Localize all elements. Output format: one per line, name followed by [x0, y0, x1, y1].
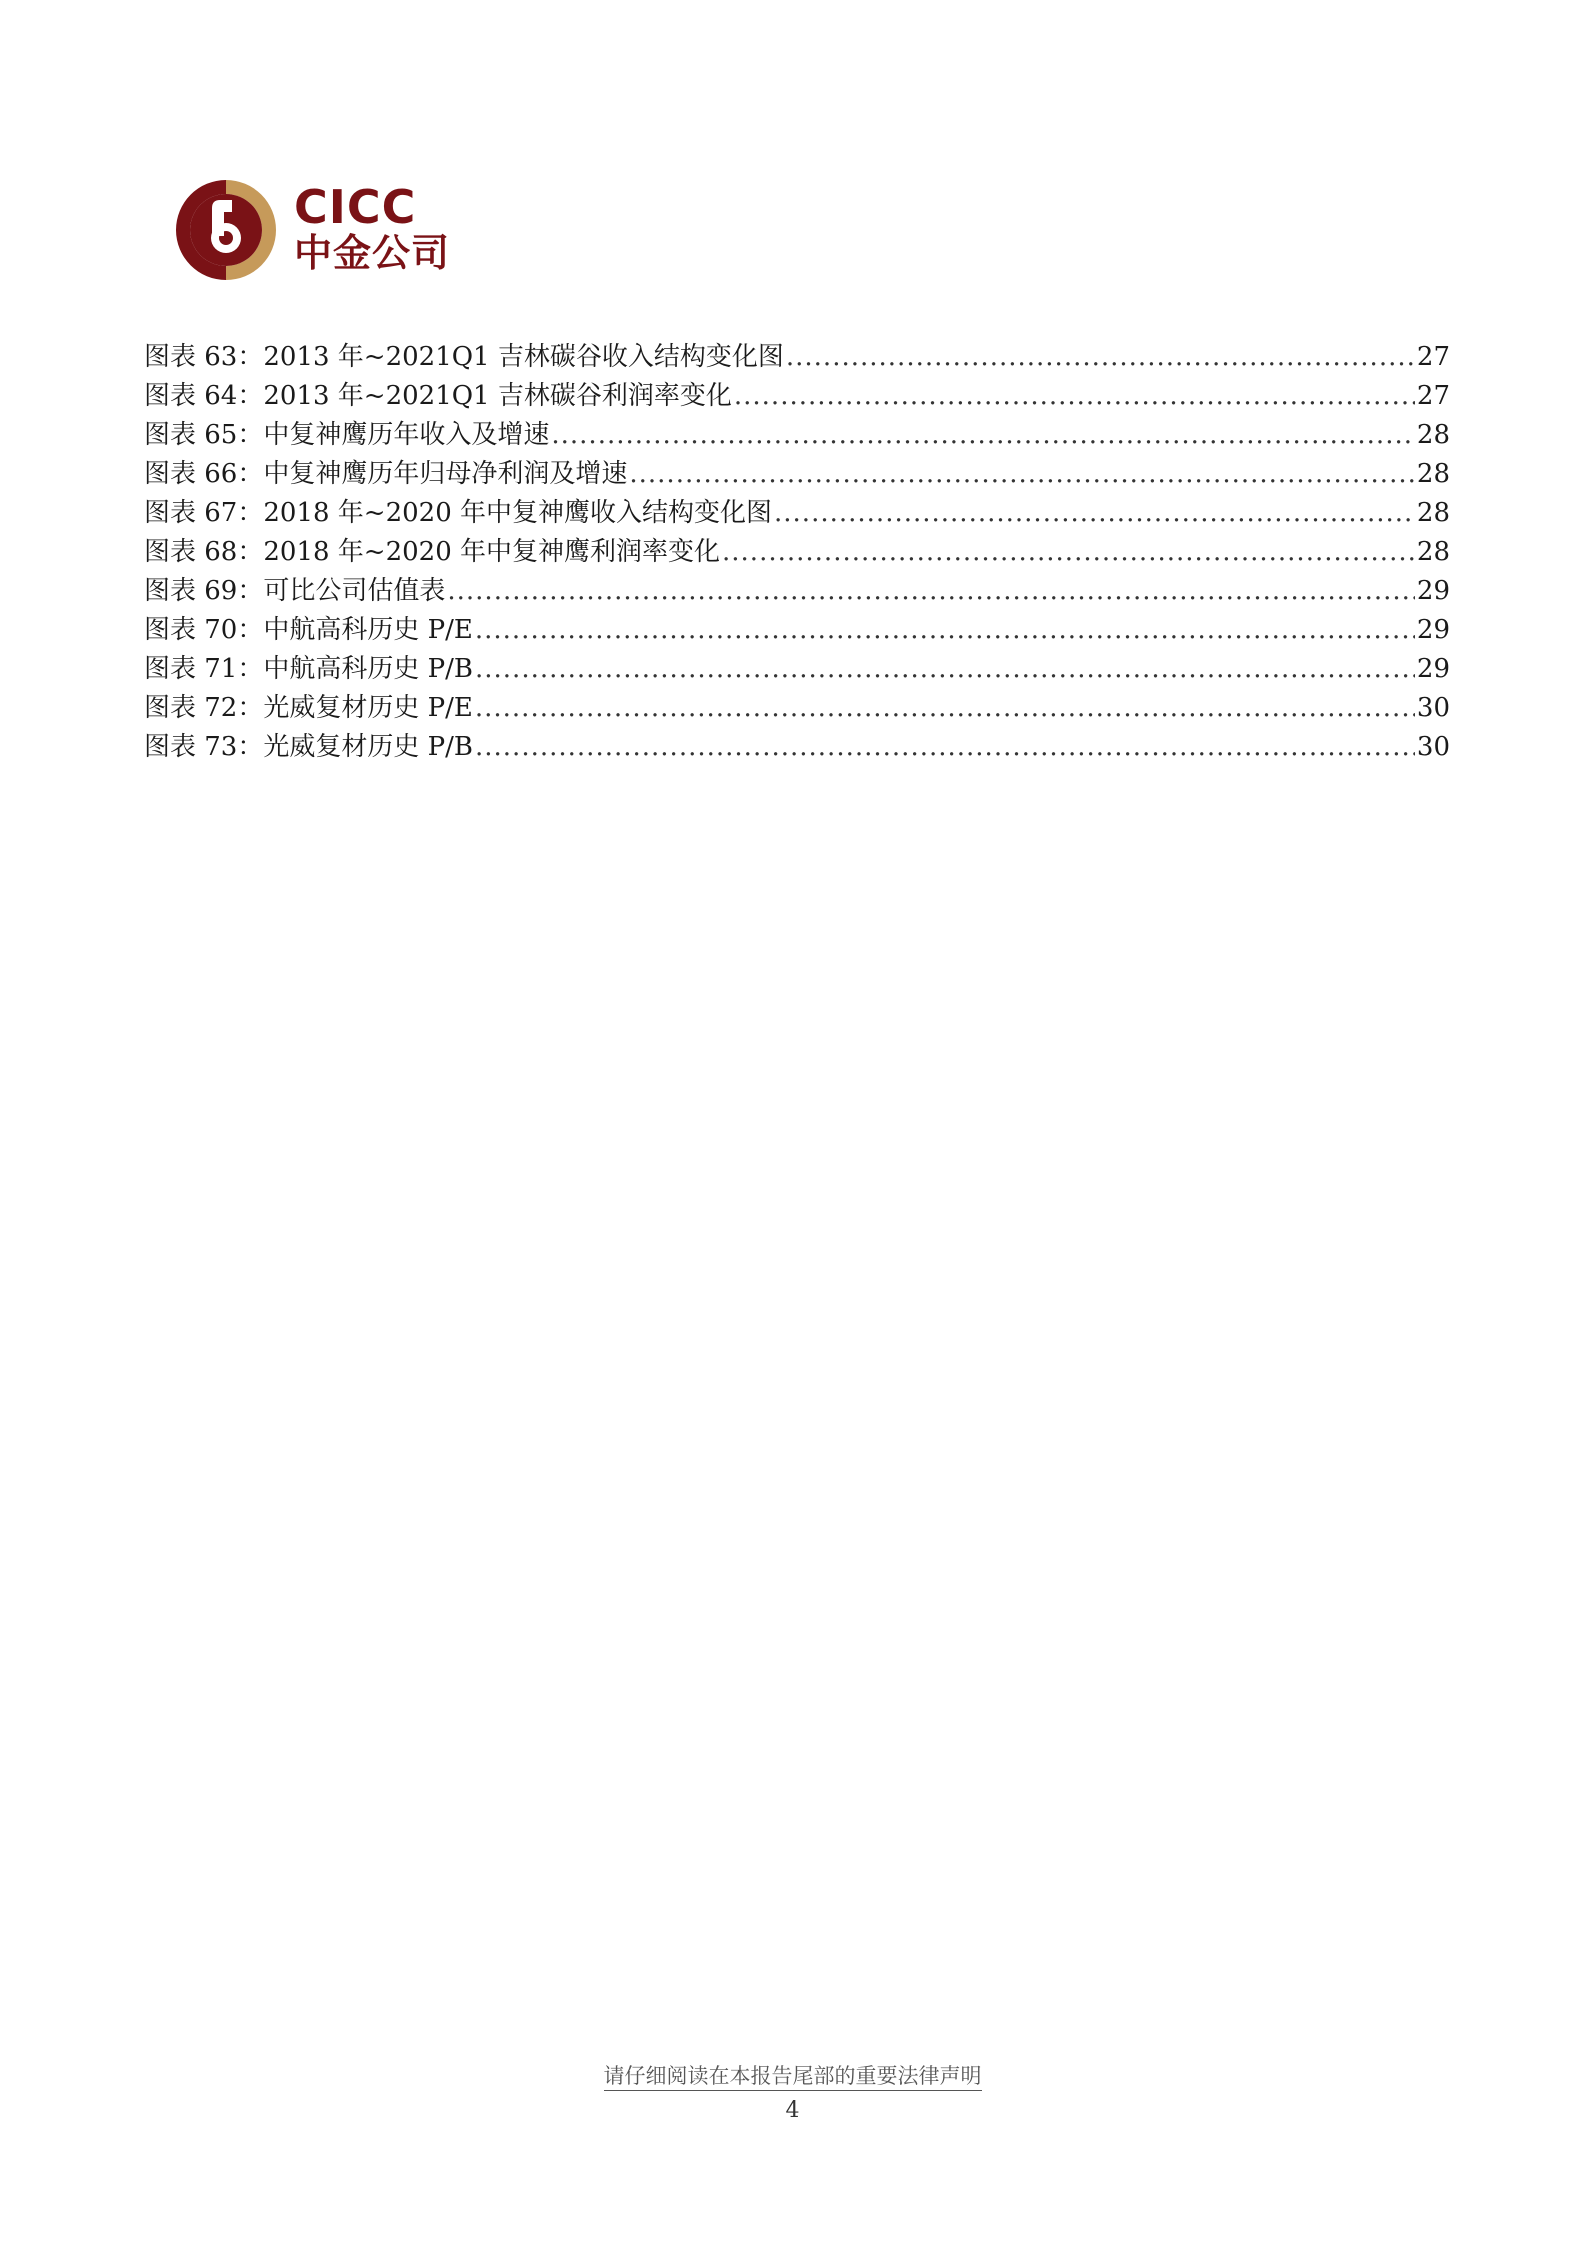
- toc-entry-title: 可比公司估值表: [263, 576, 446, 606]
- toc-entry-label: 图表 66：: [144, 459, 264, 489]
- toc-entry-69[interactable]: [144, 572, 1450, 611]
- toc-entry-label: 图表 72：: [144, 693, 264, 723]
- toc-dot-leader: [774, 494, 1415, 533]
- page-number: 4: [785, 2098, 800, 2123]
- toc-entry-70[interactable]: [144, 611, 1450, 650]
- logo-text-en: CICC: [294, 180, 417, 234]
- legal-notice-link[interactable]: [0, 2060, 1585, 2090]
- cicc-logo: [174, 178, 474, 282]
- toc-dot-leader: [475, 611, 1415, 650]
- toc-entry-page: 27: [1416, 342, 1450, 372]
- toc-entry-title: 中复神鹰历年归母净利润及增速: [263, 459, 628, 489]
- toc-entry-title: 光威复材历史 P/E: [263, 693, 473, 723]
- toc-entry-label: 图表 64：: [144, 381, 264, 411]
- toc-dot-leader: [722, 533, 1415, 572]
- toc-dot-leader: [734, 377, 1415, 416]
- toc-entry-73[interactable]: [144, 728, 1450, 767]
- toc-entry-label: 图表 69：: [144, 576, 264, 606]
- toc-entry-68[interactable]: [144, 533, 1450, 572]
- toc-entry-title: 光威复材历史 P/B: [263, 732, 473, 762]
- toc-dot-leader: [475, 728, 1415, 767]
- toc-entry-title: 中航高科历史 P/B: [263, 654, 473, 684]
- toc-entry-64[interactable]: [144, 377, 1450, 416]
- toc-entry-67[interactable]: [144, 494, 1450, 533]
- table-of-figures: [144, 338, 1450, 767]
- toc-entry-label: 图表 71：: [144, 654, 264, 684]
- toc-entry-page: 28: [1416, 498, 1450, 528]
- toc-dot-leader: [629, 455, 1415, 494]
- toc-entry-label: 图表 68：: [144, 537, 264, 567]
- toc-entry-71[interactable]: [144, 650, 1450, 689]
- toc-entry-66[interactable]: [144, 455, 1450, 494]
- logo-text-cn: 中金公司: [294, 231, 451, 275]
- toc-entry-label: 图表 67：: [144, 498, 264, 528]
- toc-entry-page: 29: [1416, 654, 1450, 684]
- toc-entry-page: 28: [1416, 420, 1450, 450]
- toc-entry-page: 29: [1416, 576, 1450, 606]
- toc-dot-leader: [475, 689, 1415, 728]
- toc-entry-title: 2018 年~2020 年中复神鹰收入结构变化图: [263, 498, 773, 528]
- toc-entry-page: 29: [1416, 615, 1450, 645]
- toc-dot-leader: [786, 338, 1415, 377]
- toc-entry-65[interactable]: [144, 416, 1450, 455]
- toc-entry-title: 2018 年~2020 年中复神鹰利润率变化: [263, 537, 721, 567]
- toc-entry-72[interactable]: [144, 689, 1450, 728]
- toc-entry-label: 图表 70：: [144, 615, 264, 645]
- toc-entry-title: 中复神鹰历年收入及增速: [263, 420, 550, 450]
- toc-entry-label: 图表 63：: [144, 342, 264, 372]
- toc-entry-page: 28: [1416, 459, 1450, 489]
- toc-entry-page: 30: [1416, 732, 1450, 762]
- toc-entry-label: 图表 65：: [144, 420, 264, 450]
- toc-entry-label: 图表 73：: [144, 732, 264, 762]
- toc-dot-leader: [551, 416, 1415, 455]
- toc-entry-63[interactable]: [144, 338, 1450, 377]
- toc-entry-page: 30: [1416, 693, 1450, 723]
- toc-entry-page: 27: [1416, 381, 1450, 411]
- legal-notice-text: 请仔细阅读在本报告尾部的重要法律声明: [604, 2064, 982, 2091]
- toc-dot-leader: [447, 572, 1415, 611]
- toc-entry-page: 28: [1416, 537, 1450, 567]
- toc-entry-title: 2013 年~2021Q1 吉林碳谷收入结构变化图: [263, 342, 784, 372]
- cicc-logo-mark-icon: [174, 178, 278, 282]
- toc-dot-leader: [475, 650, 1415, 689]
- toc-entry-title: 2013 年~2021Q1 吉林碳谷利润率变化: [263, 381, 732, 411]
- toc-entry-title: 中航高科历史 P/E: [263, 615, 473, 645]
